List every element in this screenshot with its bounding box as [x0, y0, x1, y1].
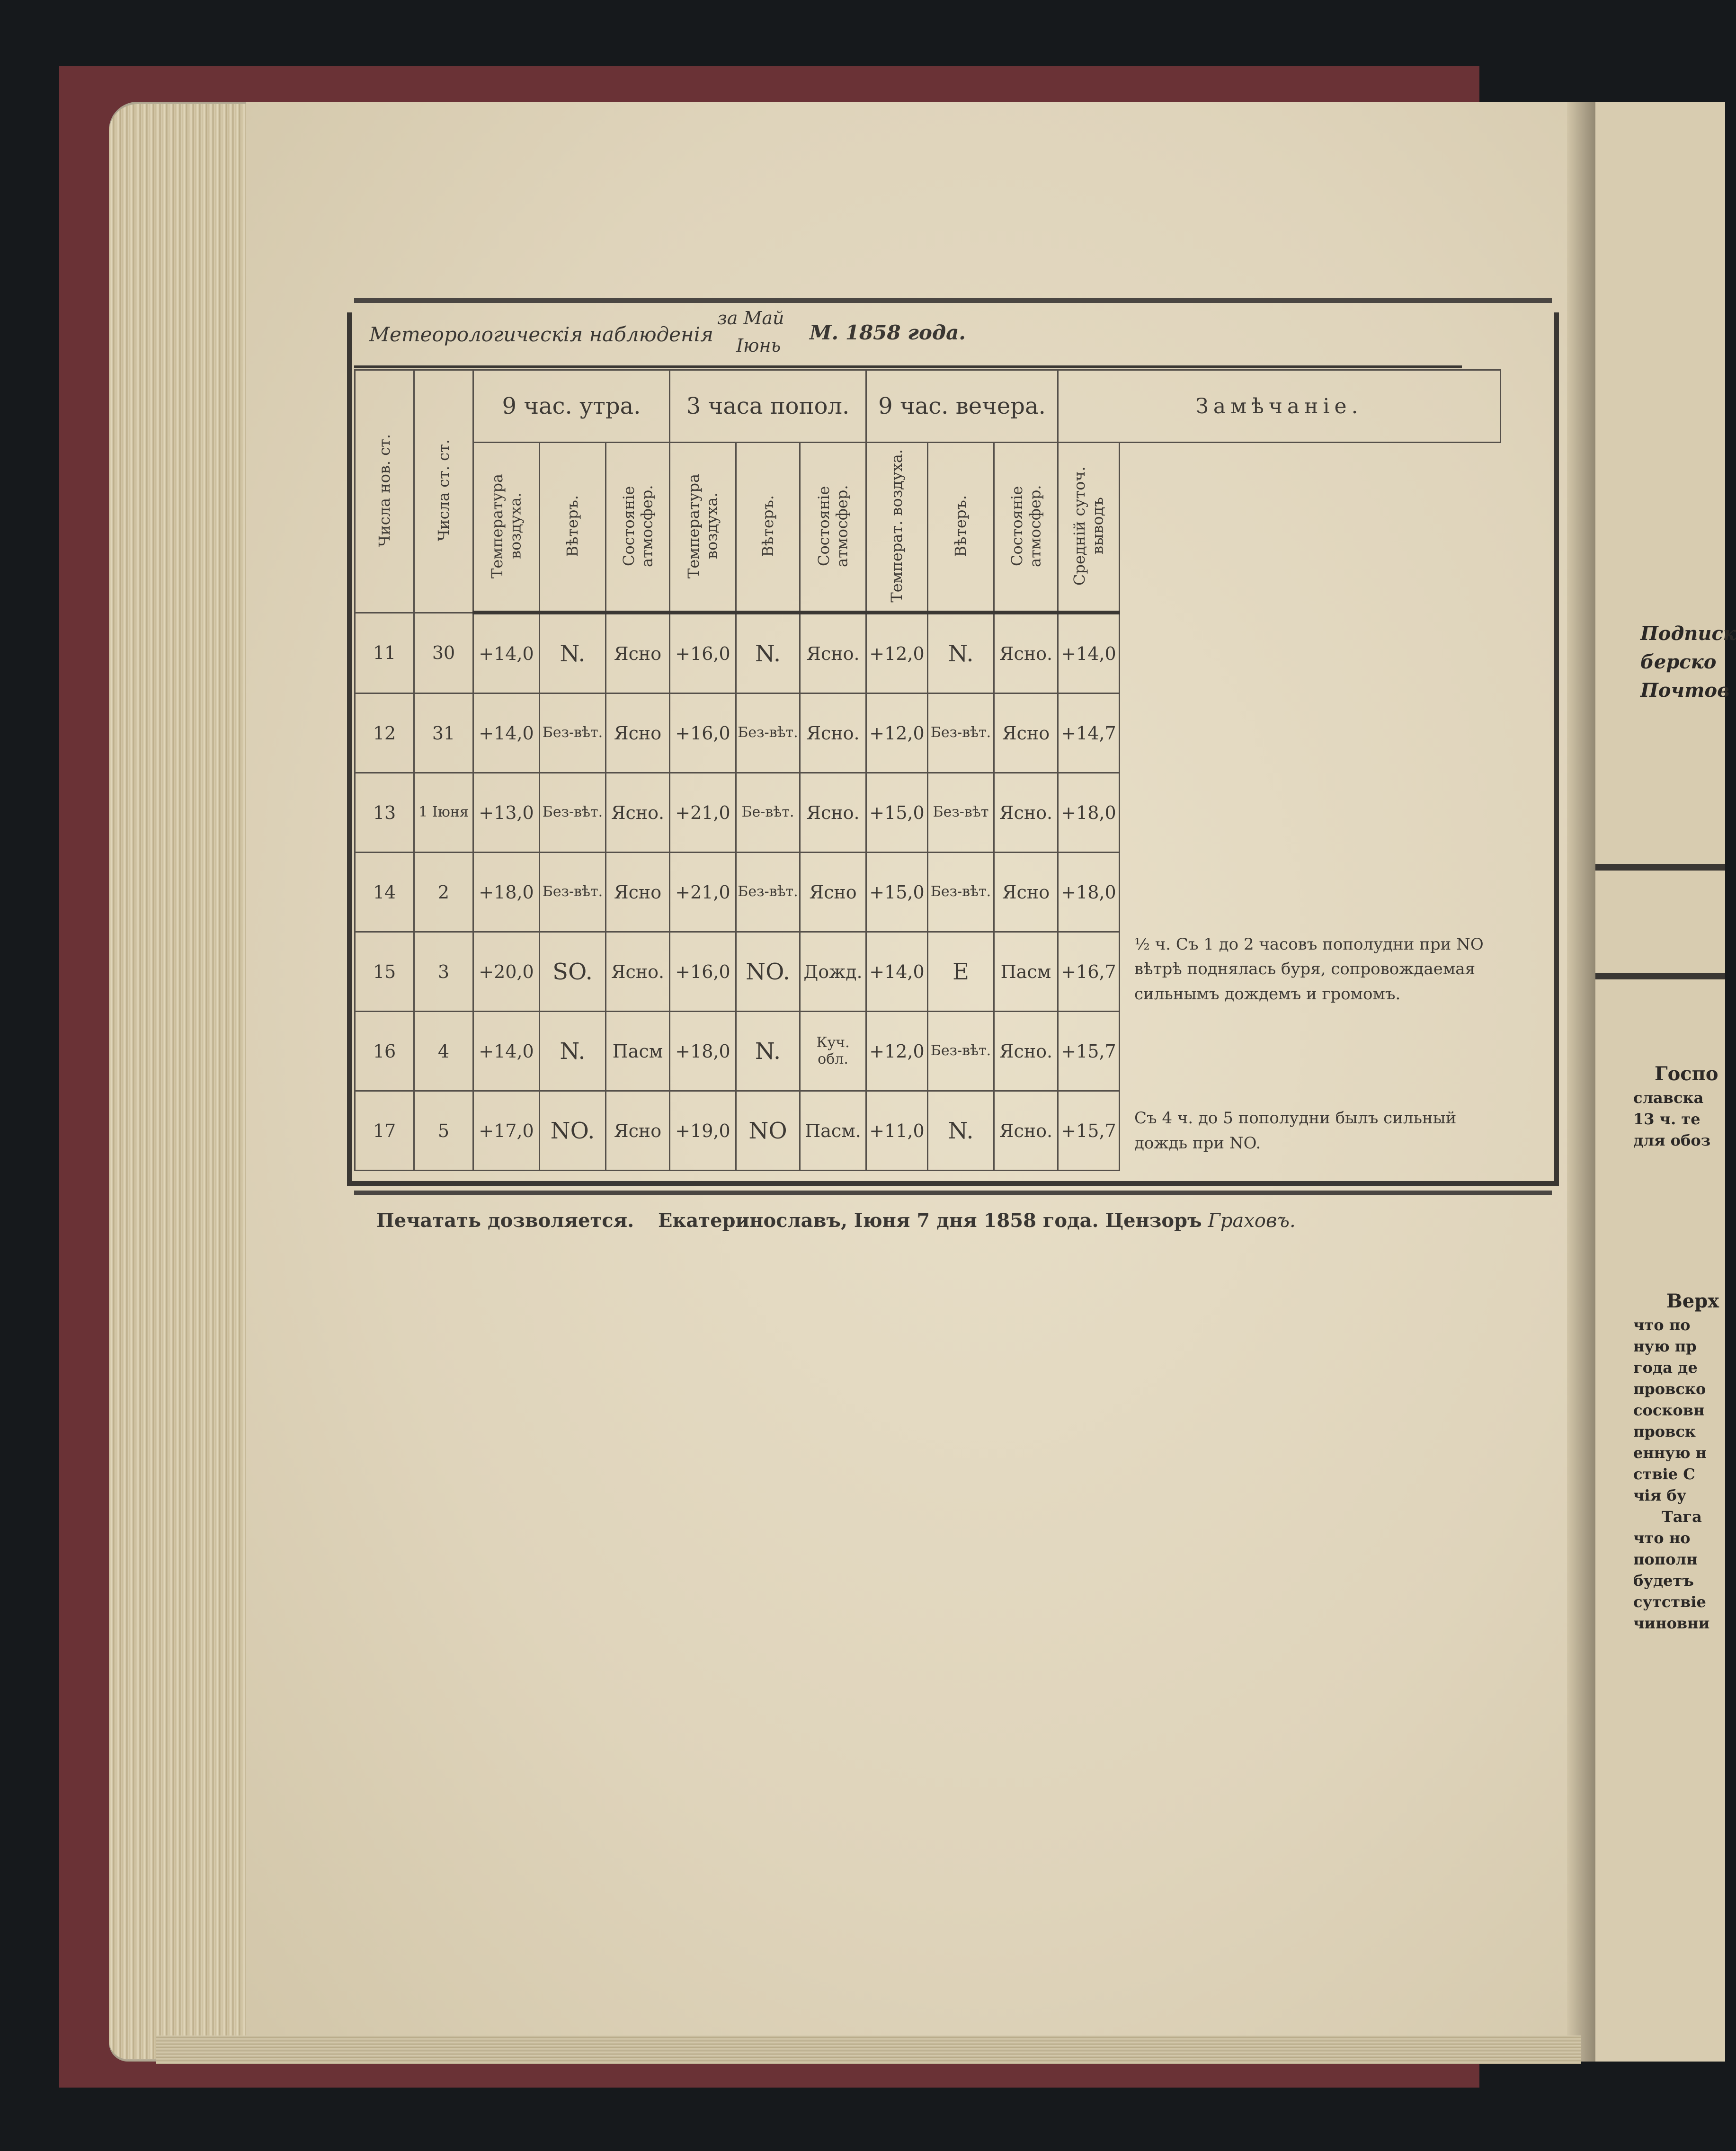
remark-storm: ½ ч. Съ 1 до 2 часовъ пополудни при NO вѣтрѣ поднялась буря, сопровождаемая сильнымъ дождемъ и громомъ.	[1134, 934, 1484, 1004]
table-row	[355, 932, 1501, 1012]
header-wind-evening: Вѣтеръ.	[928, 443, 994, 613]
cell-date-new: 15	[355, 932, 414, 1012]
header-date-new: Числа нов. ст.	[355, 370, 414, 613]
cell-temp: +20,0	[473, 932, 540, 1012]
header-date-old: Числа ст. ст.	[414, 370, 473, 613]
cell-mean: +16,7	[1058, 932, 1120, 1012]
imprimatur-place-date: Екатеринославъ, Іюня 7 дня 1858 года. Цензоръ	[658, 1209, 1202, 1232]
right-page-text: енную н	[1633, 1444, 1707, 1462]
cell-date-new: 11	[355, 613, 414, 693]
right-page-text: Подписк	[1640, 622, 1736, 645]
header-state-evening: Состояніе атмосфер.	[994, 443, 1058, 613]
right-page-text: сутствіе	[1633, 1593, 1706, 1611]
title-rule	[354, 365, 1462, 368]
right-page-text: года де	[1633, 1359, 1698, 1377]
table-row	[355, 1091, 1501, 1171]
table-top-rule	[354, 298, 1552, 303]
cell-mean: +14,0	[1058, 613, 1120, 693]
header-evening: 9 час. вечера.	[866, 370, 1058, 443]
cell-temp: +16,0	[670, 932, 736, 1012]
cell-state: Пасм.	[800, 1091, 866, 1171]
cell-wind: NO.	[736, 932, 800, 1012]
cell-state: Ясно.	[800, 693, 866, 773]
cell-temp: +15,0	[866, 773, 928, 853]
header-temp-afternoon: Температура воздуха.	[670, 443, 736, 613]
remarks-column-header-space	[1120, 443, 1501, 613]
cell-temp: +17,0	[473, 1091, 540, 1171]
cell-state: Пасм	[994, 932, 1058, 1012]
cell-temp: +14,0	[473, 693, 540, 773]
cell-wind: N.	[736, 613, 800, 693]
page-edges	[109, 104, 260, 2059]
cell-wind: Без-вѣт.	[928, 1012, 994, 1091]
cell-wind: N.	[928, 613, 994, 693]
remarks-cell	[1120, 1091, 1501, 1171]
cell-mean: +14,7	[1058, 693, 1120, 773]
cell-state: Ясно.	[606, 932, 670, 1012]
cell-wind: Без-вѣт.	[928, 693, 994, 773]
right-page-text: будетъ	[1633, 1572, 1694, 1590]
cell-wind: N.	[540, 613, 606, 693]
page-bottom-edge	[156, 2035, 1581, 2064]
cell-temp: +18,0	[473, 853, 540, 932]
cell-wind: Без-вѣт.	[736, 853, 800, 932]
cell-temp: +12,0	[866, 613, 928, 693]
cell-temp: +21,0	[670, 853, 736, 932]
cell-wind: Без-вѣт.	[736, 693, 800, 773]
right-page-text: берско	[1640, 651, 1717, 673]
cell-date-new: 14	[355, 853, 414, 932]
cell-wind: Без-вѣт.	[928, 853, 994, 932]
cell-state: Пасм	[606, 1012, 670, 1091]
imprimatur-text: Печатать дозволяется.	[376, 1209, 634, 1232]
right-page-text: Тага	[1662, 1508, 1702, 1526]
cell-temp: +12,0	[866, 693, 928, 773]
title-year: М. 1858 года.	[810, 321, 966, 344]
cell-temp: +14,0	[473, 1012, 540, 1091]
cell-date-old: 1 Іюня	[414, 773, 473, 853]
right-page-text: Верх	[1666, 1290, 1719, 1312]
right-page-text: Госпо	[1655, 1063, 1718, 1085]
cell-wind: SO.	[540, 932, 606, 1012]
header-state-morning: Состояніе атмосфер.	[606, 443, 670, 613]
title-text: Метеорологическія наблюденія	[369, 323, 713, 346]
right-page-text: провско	[1633, 1380, 1706, 1398]
cell-state: Ясно.	[606, 773, 670, 853]
cell-temp: +21,0	[670, 773, 736, 853]
right-page-rule	[1595, 864, 1725, 871]
right-page-text: что но	[1633, 1529, 1691, 1547]
cell-date-old: 31	[414, 693, 473, 773]
cell-wind: Без-вѣт.	[540, 853, 606, 932]
cell-state: Ясно.	[994, 773, 1058, 853]
cell-temp: +16,0	[670, 693, 736, 773]
cell-temp: +16,0	[670, 613, 736, 693]
right-page-text: провск	[1633, 1422, 1696, 1440]
right-page-text: сосковн	[1633, 1401, 1705, 1419]
title-month-may: за Май	[717, 308, 784, 329]
right-page-text: чиновни	[1633, 1614, 1710, 1632]
header-temp-morning: Температура воздуха.	[473, 443, 540, 613]
cell-date-new: 16	[355, 1012, 414, 1091]
header-daily-mean: Средній суточ. выводъ	[1058, 443, 1120, 613]
cell-state: Дожд.	[800, 932, 866, 1012]
right-page-text: для обоз	[1633, 1131, 1711, 1149]
title-month-june: Іюнь	[736, 335, 781, 356]
cell-wind: NO.	[540, 1091, 606, 1171]
cell-wind: N.	[928, 1091, 994, 1171]
cell-state: Ясно.	[994, 1012, 1058, 1091]
right-page-text: ную пр	[1633, 1337, 1697, 1355]
remarks-cell	[1120, 932, 1501, 1091]
cell-temp: +19,0	[670, 1091, 736, 1171]
table-bottom-rule	[354, 1191, 1552, 1195]
header-state-afternoon: Состояніе атмосфер.	[800, 443, 866, 613]
cell-date-old: 2	[414, 853, 473, 932]
cell-date-new: 12	[355, 693, 414, 773]
cell-mean: +18,0	[1058, 853, 1120, 932]
remark-rain: Съ 4 ч. до 5 пополудни былъ сильный дождь при NO.	[1134, 1108, 1457, 1153]
imprimatur-line	[376, 1209, 1296, 1232]
cell-state: Ясно	[606, 853, 670, 932]
cell-mean: +15,7	[1058, 1012, 1120, 1091]
cell-mean: +15,7	[1058, 1091, 1120, 1171]
remarks-cell-empty	[1120, 613, 1501, 932]
header-wind-morning: Вѣтеръ.	[540, 443, 606, 613]
header-afternoon: 3 часа попол.	[670, 370, 866, 443]
cell-wind: Без-вѣт.	[540, 693, 606, 773]
header-temp-evening: Температ. воздуха.	[866, 443, 928, 613]
cell-state: Ясно	[606, 1091, 670, 1171]
right-page-text: Почтов	[1640, 679, 1730, 702]
cell-wind: E	[928, 932, 994, 1012]
cell-state: Ясно.	[994, 613, 1058, 693]
cell-temp: +14,0	[866, 932, 928, 1012]
cell-state: Ясно.	[800, 613, 866, 693]
cell-date-new: 17	[355, 1091, 414, 1171]
header-morning: 9 час. утра.	[473, 370, 670, 443]
cell-temp: +15,0	[866, 853, 928, 932]
cell-state: Ясно.	[994, 1091, 1058, 1171]
cell-mean: +18,0	[1058, 773, 1120, 853]
header-wind-afternoon: Вѣтеръ.	[736, 443, 800, 613]
cell-date-old: 3	[414, 932, 473, 1012]
censor-name: Граховъ.	[1208, 1210, 1296, 1232]
cell-wind: N.	[540, 1012, 606, 1091]
right-page-text: чія бу	[1633, 1486, 1687, 1504]
cell-state: Ясно	[994, 853, 1058, 932]
cell-state: Ясно	[606, 613, 670, 693]
right-page-text: что по	[1633, 1316, 1691, 1334]
table-row	[355, 613, 1501, 693]
observation-table	[354, 369, 1501, 1171]
cell-state: Ясно.	[800, 773, 866, 853]
cell-state: Ясно	[606, 693, 670, 773]
cell-wind: Бе-вѣт.	[736, 773, 800, 853]
cell-wind: NO	[736, 1091, 800, 1171]
right-page-rule	[1595, 973, 1725, 979]
cell-temp: +13,0	[473, 773, 540, 853]
cell-wind: N.	[736, 1012, 800, 1091]
cell-temp: +18,0	[670, 1012, 736, 1091]
right-page-text: славска	[1633, 1089, 1704, 1107]
cell-state: Ясно	[994, 693, 1058, 773]
right-page	[1595, 102, 1736, 2062]
header-remarks: Замѣчаніе.	[1058, 370, 1501, 443]
cell-state: Ясно	[800, 853, 866, 932]
cell-temp: +11,0	[866, 1091, 928, 1171]
table-title	[369, 308, 1458, 360]
cell-temp: +14,0	[473, 613, 540, 693]
right-page-text: ствіе С	[1633, 1465, 1695, 1483]
cell-date-old: 30	[414, 613, 473, 693]
cell-date-old: 4	[414, 1012, 473, 1091]
cell-date-new: 13	[355, 773, 414, 853]
cell-temp: +12,0	[866, 1012, 928, 1091]
cell-state: Куч. обл.	[800, 1012, 866, 1091]
right-page-text: пополн	[1633, 1550, 1698, 1568]
right-page-text: 13 ч. те	[1633, 1110, 1700, 1128]
cell-wind: Без-вѣт.	[540, 773, 606, 853]
cell-wind: Без-вѣт	[928, 773, 994, 853]
cell-date-old: 5	[414, 1091, 473, 1171]
